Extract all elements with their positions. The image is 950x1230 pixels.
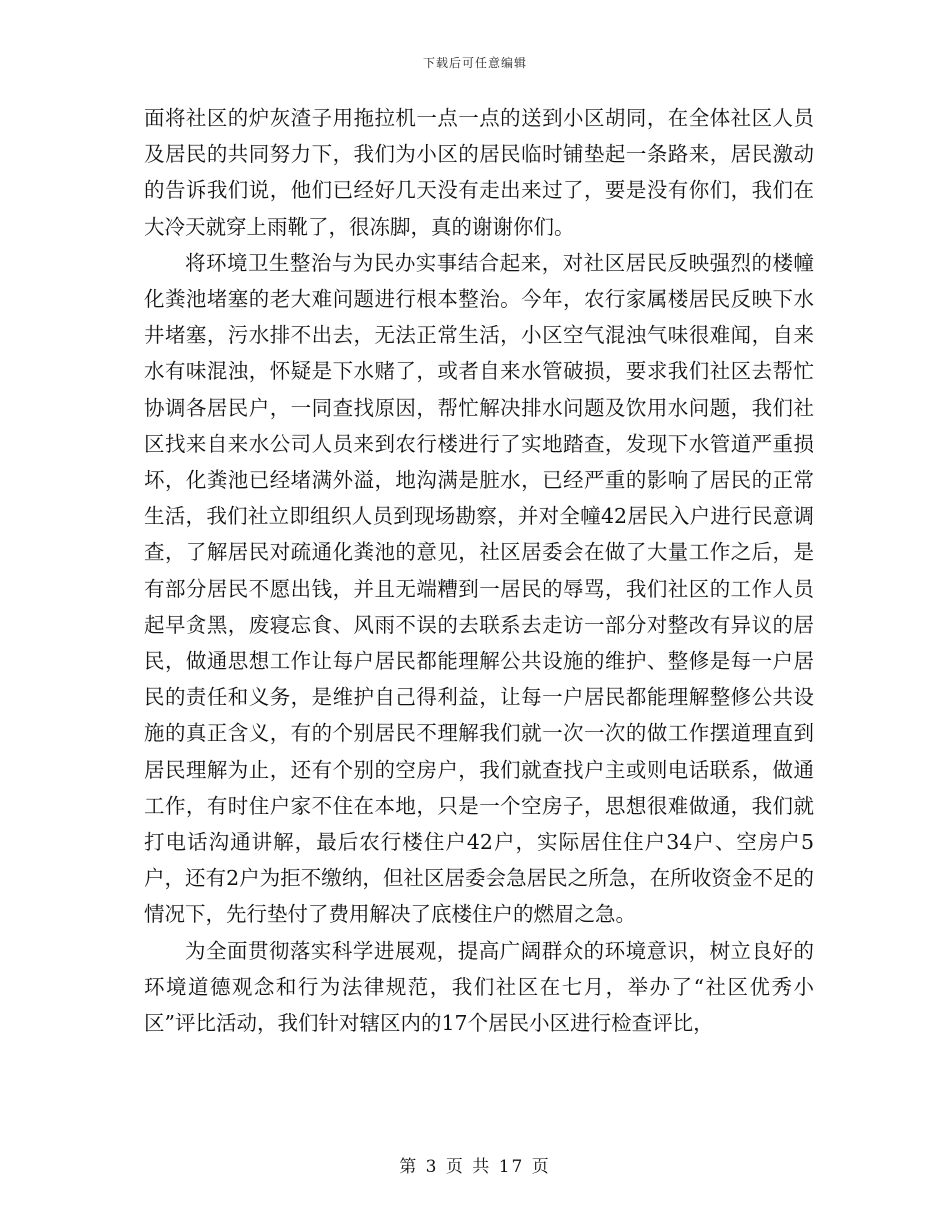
- footer-label-page: 第: [399, 1157, 419, 1177]
- page-header: 下载后可任意编辑: [422, 56, 527, 70]
- footer-label-of: 页: [445, 1157, 465, 1177]
- page-footer: [0, 1152, 950, 1177]
- paragraph: 面将社区的炉灰渣子用拖拉机一点一点的送到小区胡同，在全体社区人员及居民的共同努力下，我们为小区的居民临时铺垫起一条路来，居民激动的告诉我们说，他们已经好几天没有走出来过了，要是没有你们，我们在大冷天就穿上雨靴了，很冻脚，真的谢谢你们。: [144, 106, 814, 239]
- footer-total-pages: 17: [498, 1157, 525, 1177]
- document-body: [144, 100, 814, 1041]
- paragraph: 将环境卫生整治与为民办实事结合起来，对社区居民反映强烈的楼幢化粪池堵塞的老大难问题进行根本整治。今年，农行家属楼居民反映下水井堵塞，污水排不出去，无法正常生活，小区空气混浊气味很难闻，自来水有味混浊，怀疑是下水赌了，或者自来水管破损，要求我们社区去帮忙协调各居民户，一同查找原因，帮忙解决排水问题及饮用水问题，我们社区找来自来水公司人员来到农行楼进行了实地踏查，发现下水管道严重损坏，化粪池已经堵满外溢，地沟满是脏水，已经严重的影响了居民的正常生活，我们社立即组织人员到现场勘察，并对全幢42居民入户进行民意调查，了解居民对疏通化粪池的意见，社区居委会在做了大量工作之后，是有部分居民不愿出钱，并且无端糟到一居民的辱骂，我们社区的工作人员起早贪黑，废寝忘食、风雨不误的去联系去走访一部分对整改有异议的居民，做通思想工作让每户居民都能理解公共设施的维护、整修是每一户居民的责任和义务，是维护自己得利益，让每一户居民都能理解整修公共设施的真正含义，有的个别居民不理解我们就一次一次的做工作摆道理直到居民理解为止，还有个别的空房户，我们就查找户主或则电话联系，做通工作，有时住户家不住在本地，只是一个空房子，思想很难做通，我们就打电话沟通讲解，最后农行楼住户42户，实际居住住户34户、空房户5户，还有2户为拒不缴纳，但社区居委会急居民之所急，在所收资金不足的情况下，先行垫付了费用解决了底楼住户的燃眉之急。: [144, 250, 814, 927]
- footer-current-page: 3: [425, 1157, 439, 1177]
- footer-label-end: 页: [531, 1157, 551, 1177]
- footer-label-total: 共: [472, 1157, 492, 1177]
- paragraph: 为全面贯彻落实科学进展观，提高广阔群众的环境意识，树立良好的环境道德观念和行为法律规范，我们社区在七月，举办了“社区优秀小区”评比活动，我们针对辖区内的17个居民小区进行检查评比，: [144, 938, 814, 1036]
